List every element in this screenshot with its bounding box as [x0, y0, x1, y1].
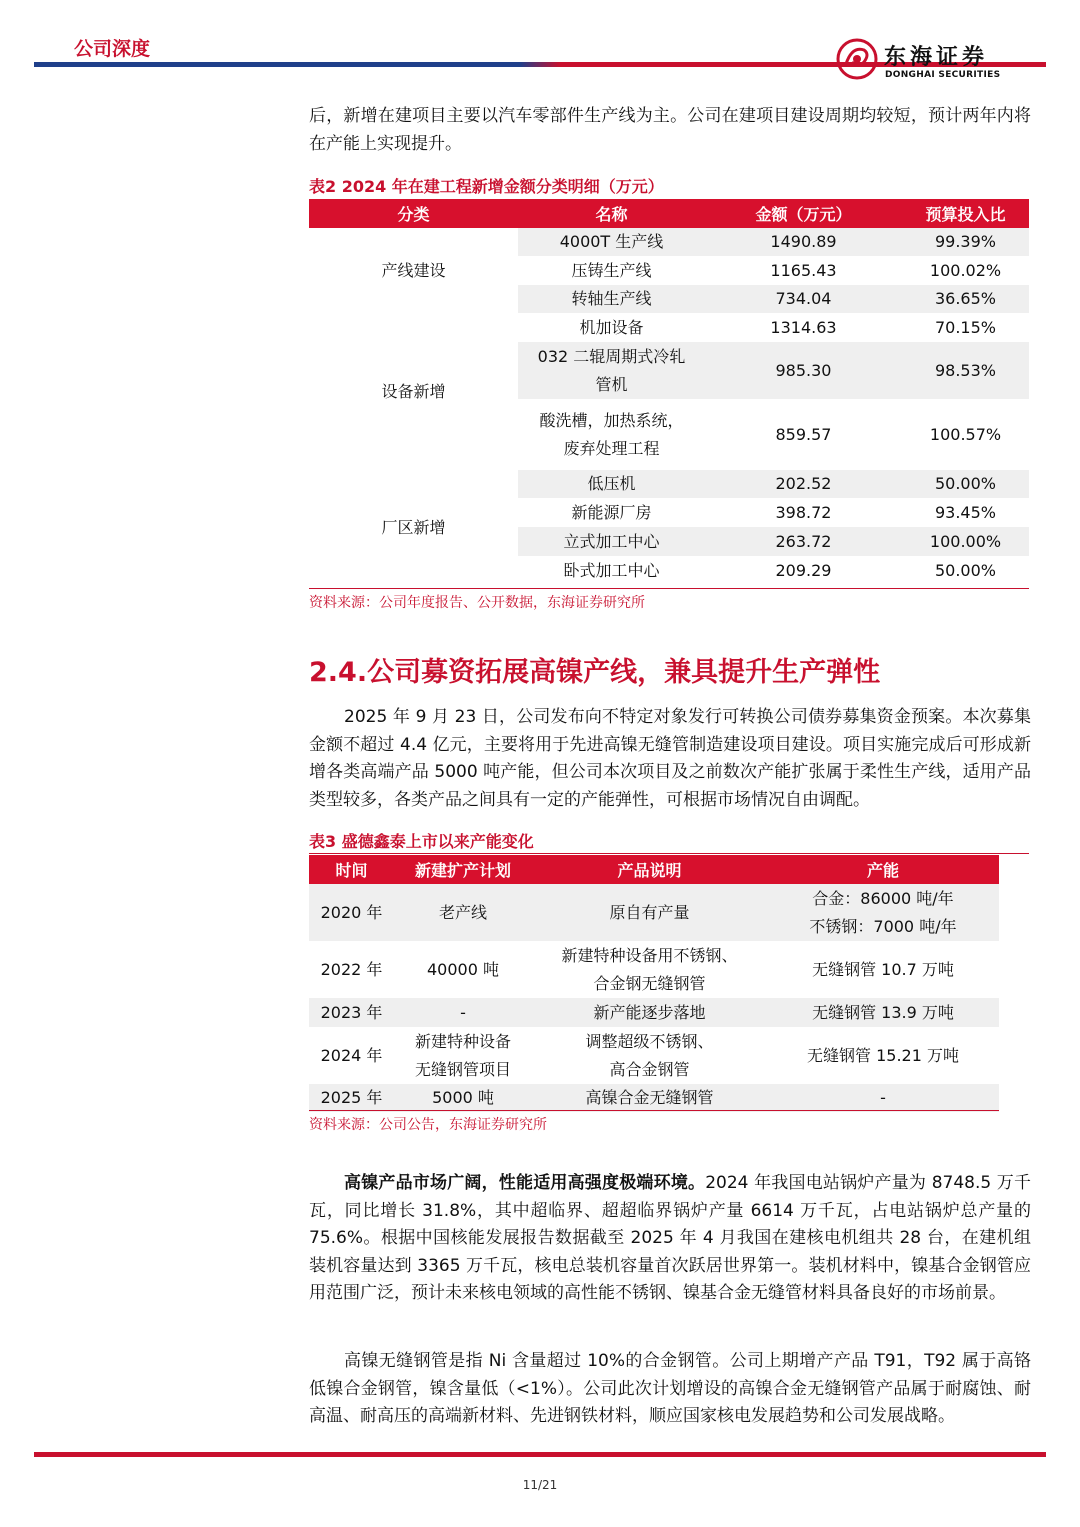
- cell-year: 2025 年: [320, 1088, 383, 1107]
- cell-plan: 老产线: [438, 902, 487, 922]
- cell-capacity: 无缝钢管 10.7 万吨: [812, 959, 954, 979]
- cell-capacity: -: [880, 1088, 886, 1107]
- table-row: [309, 941, 999, 998]
- cell-name: 转轴生产线: [571, 289, 652, 308]
- cell-plan-line: 无缝钢管项目: [414, 1059, 511, 1079]
- cell-plan: 5000 吨: [432, 1088, 494, 1107]
- section-title: 2.4.公司募资拓展高镍产线，兼具提升生产弹性: [309, 657, 881, 688]
- cell-year: 2020 年: [320, 902, 383, 922]
- column-header: 名称: [518, 199, 705, 228]
- table-header-row: [309, 199, 1029, 228]
- cell-plan: -: [460, 1002, 466, 1022]
- table3-bottom-rule: [309, 1110, 999, 1111]
- cell-name: [518, 399, 705, 470]
- cell-year: 2022 年: [320, 959, 383, 979]
- cell-name-line: 酸洗槽，加热系统，: [539, 410, 684, 430]
- cell-desc: 原自有产量: [609, 902, 690, 922]
- group-label: 产线建设: [309, 228, 518, 313]
- table-row: [309, 998, 999, 1027]
- cell-name: 立式加工中心: [563, 531, 660, 551]
- cell-desc-line: 调整超级不锈钢、: [585, 1031, 714, 1051]
- cell-capacity: [767, 884, 999, 941]
- column-header: 金额（万元）: [705, 199, 902, 228]
- cell-name: 机加设备: [579, 317, 644, 337]
- cell-amount: 985.30: [775, 360, 832, 380]
- table3-caption: 表3 盛德鑫泰上市以来产能变化: [309, 832, 534, 851]
- table3: [309, 855, 999, 1112]
- cell-desc: [532, 941, 767, 998]
- cell-name: [518, 342, 705, 399]
- column-header: 预算投入比: [902, 199, 1029, 228]
- cell-name-line: 032 二辊周期式冷轧: [537, 346, 686, 366]
- cell-capacity-line: 合金：86000 吨/年: [812, 888, 954, 908]
- table3-top-rule: [309, 853, 1029, 854]
- cell-desc: [532, 1027, 767, 1084]
- cell-plan: 40000 吨: [427, 959, 499, 979]
- table-row: [309, 228, 1029, 256]
- intro-paragraph: 后，新增在建项目主要以汽车零部件生产线为主。公司在建项目建设周期均较短，预计两年内将在产能上实现提升。: [309, 106, 1031, 154]
- cell-amount: 263.72: [775, 531, 832, 551]
- table2: [309, 199, 1029, 585]
- cell-capacity: 无缝钢管 15.21 万吨: [807, 1045, 959, 1065]
- cell-desc-line: 新建特种设备用不锈钢、: [561, 945, 738, 965]
- cell-ratio: 93.45%: [934, 502, 996, 522]
- logo-icon: [834, 36, 880, 82]
- table2-bottom-rule: [309, 588, 1029, 589]
- table-row: [309, 470, 1029, 498]
- cell-capacity-line: 不锈钢：7000 吨/年: [809, 916, 957, 936]
- section-label: 公司深度: [74, 38, 151, 60]
- paragraph-body: 2024 年我国电站锅炉产量为 8748.5 万千瓦，同比增长 31.8%，其中超临界、超超临界锅炉产量 6614 万千瓦，占电站锅炉总产量的 75.6%。根据中国核能发展报告数据截至 2025 年 4 月我国在建核电机组共 28 台，在建机组装机容量达到 3365 万千瓦，核电总装机容量首次跃居世界第一。装机材料中，镍基合金钢管应用范围广泛，预计未来核电领域的高性能不锈钢、镍基合金无缝管材料具备良好的市场前景。: [309, 1173, 1031, 1303]
- logo-text-en: DONGHAI SECURITIES: [885, 70, 1001, 80]
- table-row: [309, 313, 1029, 342]
- cell-amount: 1165.43: [770, 260, 837, 280]
- cell-desc: 新产能逐步落地: [593, 1002, 706, 1022]
- group-label: 设备新增: [309, 313, 518, 470]
- cell-ratio: 36.65%: [934, 289, 996, 308]
- cell-amount: 734.04: [775, 289, 832, 308]
- cell-ratio: 100.57%: [929, 424, 1002, 444]
- logo-text-cn: 东海证券: [884, 45, 989, 70]
- cell-plan: [394, 1027, 532, 1084]
- cell-name: 压铸生产线: [571, 260, 652, 280]
- table-row: [309, 884, 999, 941]
- cell-ratio: 50.00%: [934, 474, 996, 493]
- cell-name: 卧式加工中心: [563, 560, 660, 580]
- column-header: 新建扩产计划: [394, 855, 532, 884]
- footer-rule: [34, 1452, 1046, 1457]
- cell-year: 2024 年: [320, 1045, 383, 1065]
- page-number: 11/21: [522, 1478, 558, 1492]
- table2-source: 资料来源：公司年度报告、公开数据，东海证券研究所: [309, 595, 645, 611]
- table2-caption: 表2 2024 年在建工程新增金额分类明细（万元）: [309, 177, 664, 196]
- cell-ratio: 100.02%: [929, 260, 1002, 280]
- cell-capacity: 无缝钢管 13.9 万吨: [812, 1002, 954, 1022]
- column-header: 时间: [309, 855, 394, 884]
- table-row: [309, 1027, 999, 1084]
- cell-desc-line: 高合金钢管: [609, 1059, 690, 1079]
- cell-amount: 859.57: [775, 424, 832, 444]
- cell-amount: 1490.89: [770, 232, 837, 251]
- cell-ratio: 50.00%: [934, 560, 996, 580]
- cell-ratio: 70.15%: [934, 317, 996, 337]
- group-label: 厂区新增: [309, 470, 518, 585]
- cell-amount: 202.52: [775, 474, 832, 493]
- cell-amount: 398.72: [775, 502, 832, 522]
- table-header-row: [309, 855, 999, 884]
- column-header: 产品说明: [532, 855, 767, 884]
- paragraph: 高镍无缝钢管是指 Ni 含量超过 10%的合金钢管。公司上期增产产品 T91，T92 属于高铬低镍合金钢管，镍含量低（<1%）。公司此次计划增设的高镍合金无缝钢管产品属于耐腐蚀、耐高温、耐高压的高端新材料、先进钢铁材料，顺应国家核电发展趋势和公司发展战略。: [309, 1351, 1031, 1426]
- cell-amount: 1314.63: [770, 317, 837, 337]
- cell-name: 低压机: [587, 474, 636, 493]
- paragraph: 2025 年 9 月 23 日，公司发布向不特定对象发行可转换公司债券募集资金预案。本次募集金额不超过 4.4 亿元，主要将用于先进高镍无缝管制造建设项目建设。项目实施完成后可形成新增各类高端产品 5000 吨产能，但公司本次项目及之前数次产能扩张属于柔性生产线，适用产品类型较多，各类产品之间具有一定的产能弹性，可根据市场情况自由调配。: [309, 707, 1031, 810]
- table3-source: 资料来源：公司公告，东海证券研究所: [309, 1117, 547, 1133]
- paragraph-lead: 高镍产品市场广阔，性能适用高强度极端环境。: [344, 1173, 706, 1193]
- cell-ratio: 98.53%: [934, 360, 996, 380]
- cell-year: 2023 年: [320, 1002, 383, 1022]
- column-header: 分类: [309, 199, 518, 228]
- cell-name-line: 管机: [595, 374, 628, 394]
- cell-plan-line: 新建特种设备: [414, 1031, 511, 1051]
- cell-name: 新能源厂房: [571, 502, 652, 522]
- table-row: [309, 1084, 999, 1112]
- cell-desc-line: 合金钢无缝钢管: [593, 973, 706, 993]
- cell-name-line: 废弃处理工程: [563, 438, 660, 458]
- paragraph: [309, 1170, 1031, 1308]
- cell-amount: 209.29: [775, 560, 832, 580]
- cell-ratio: 100.00%: [929, 531, 1002, 551]
- cell-name: 4000T 生产线: [559, 232, 664, 251]
- cell-desc: 高镍合金无缝钢管: [585, 1088, 714, 1107]
- cell-ratio: 99.39%: [934, 232, 996, 251]
- column-header: 产能: [767, 855, 999, 884]
